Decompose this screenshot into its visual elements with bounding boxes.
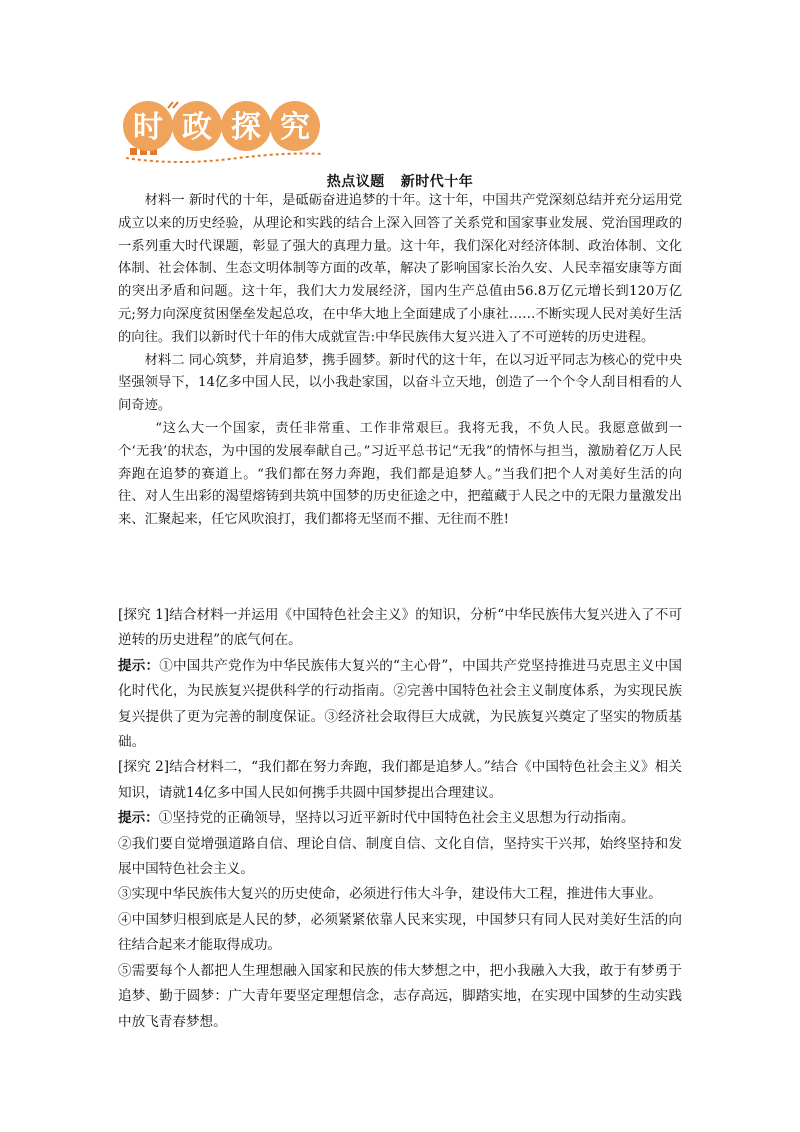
answer-two-label: 提示： <box>118 810 159 827</box>
title-subject: 新时代十年 <box>400 174 474 190</box>
answer-one-text: ①中国共产党作为中华民族伟大复兴的“主心骨”，中国共产党坚持推进马克思主义中国化时代化，为民族复兴提供科学的行动指南。②完善中国特色社会主义制度体系，为实现民族复兴提供了更为完善的制度保证。③经济社会取得巨大成就，为民族复兴奠定了坚实的物质基础。 <box>118 657 682 751</box>
logo-character: 究 <box>280 110 310 145</box>
material-one: 材料一 新时代的十年，是砥砺奋进追梦的十年。这十年，中国共产党深刻总结并充分运用党成立以来的历史经验，从理论和实践的结合上深入回答了关系党和国家事业发展、党治国理政的一系列重大时代课题，彰显了强大的真理力量。这十年，我们深化对经济体制、政治体制、文化体制、社会体制、生态文明体制等方面的改革，解决了影响国家长治久安、人民幸福安康等方面的突出矛盾和问题。这十年，我们大力发展经济，国内生产总值由56.8万亿元增长到120万亿元;努力向深度贫困堡垒发起总攻，在中华大地上全面建成了小康社……不断实现人民对美好生活的向往。我们以新时代十年的伟大成就宣告:中华民族伟大复兴进入了不可逆转的历史进程。 <box>118 193 682 345</box>
answer-two-item: ⑤需要每个人都把人生理想融入国家和民族的伟大梦想之中，把小我融入大我，敢于有梦勇于追梦、勤于圆梦：广大青年要坚定理想信念，志存高远，脚踏实地，在实现中国梦的生动实践中放飞青春梦想。 <box>118 962 682 1030</box>
logo-character: 时 <box>133 110 163 145</box>
answer-two-item: ③实现中华民族伟大复兴的历史使命，必须进行伟大斗争，建设伟大工程，推进伟大事业。 <box>118 886 662 903</box>
page-title <box>0 171 800 191</box>
answer-two-item: ②我们要自觉增强道路自信、理论自信、制度自信、文化自信，坚持实干兴邦，始终坚持和发展中国特色社会主义。 <box>118 835 682 878</box>
answer-two-item: ④中国梦归根到底是人民的梦，必须紧紧依靠人民来实现，中国梦只有同人民对美好生活的向往结合起来才能取得成功。 <box>118 911 682 954</box>
quote-paragraph: “这么大一个国家，责任非常重、工作非常艰巨。我将无我，不负人民。我愿意做到一个‘无我’的状态，为中国的发展奉献自己。”习近平总书记“无我”的情怀与担当，激励着亿万人民奔跑在追梦的赛道上。“我们都在努力奔跑，我们都是追梦人。”当我们把个人对美好生活的向往、对人生出彩的渴望熔铸到共筑中国梦的历史征途之中，把蕴藏于人民之中的无限力量激发出来、汇聚起来，任它风吹浪打，我们都将无坚而不摧、无往而不胜! <box>118 420 682 528</box>
answer-two-item: ①坚持党的正确领导，坚持以习近平新时代中国特色社会主义思想为行动指南。 <box>158 810 635 827</box>
questions-block <box>118 603 682 1035</box>
material-two: 材料二 同心筑梦，并肩追梦，携手圆梦。新时代的这十年，在以习近平同志为核心的党中央坚强领导下，14亿多中国人民，以小我赴家国，以奋斗立天地，创造了一个个令人刮目相看的人间奇迹。 <box>118 352 682 414</box>
logo-character: 政 <box>182 110 212 145</box>
answer-one-label: 提示： <box>118 657 160 674</box>
logo-character: 探 <box>231 110 261 145</box>
answer-two-first <box>118 806 682 831</box>
materials-block <box>118 190 682 532</box>
section-logo <box>118 96 328 168</box>
answer-one <box>118 654 682 756</box>
question-one: [探究 1]结合材料一并运用《中国特色社会主义》的知识，分析“中华民族伟大复兴进入了不可逆转的历史进程”的底气何在。 <box>118 607 682 649</box>
title-topic: 热点议题 <box>326 174 385 190</box>
question-two: [探究 2]结合材料二，“我们都在努力奔跑，我们都是追梦人。”结合《中国特色社会主义》相关知识，请就14亿多中国人民如何携手共圆中国梦提出合理建议。 <box>118 759 682 801</box>
